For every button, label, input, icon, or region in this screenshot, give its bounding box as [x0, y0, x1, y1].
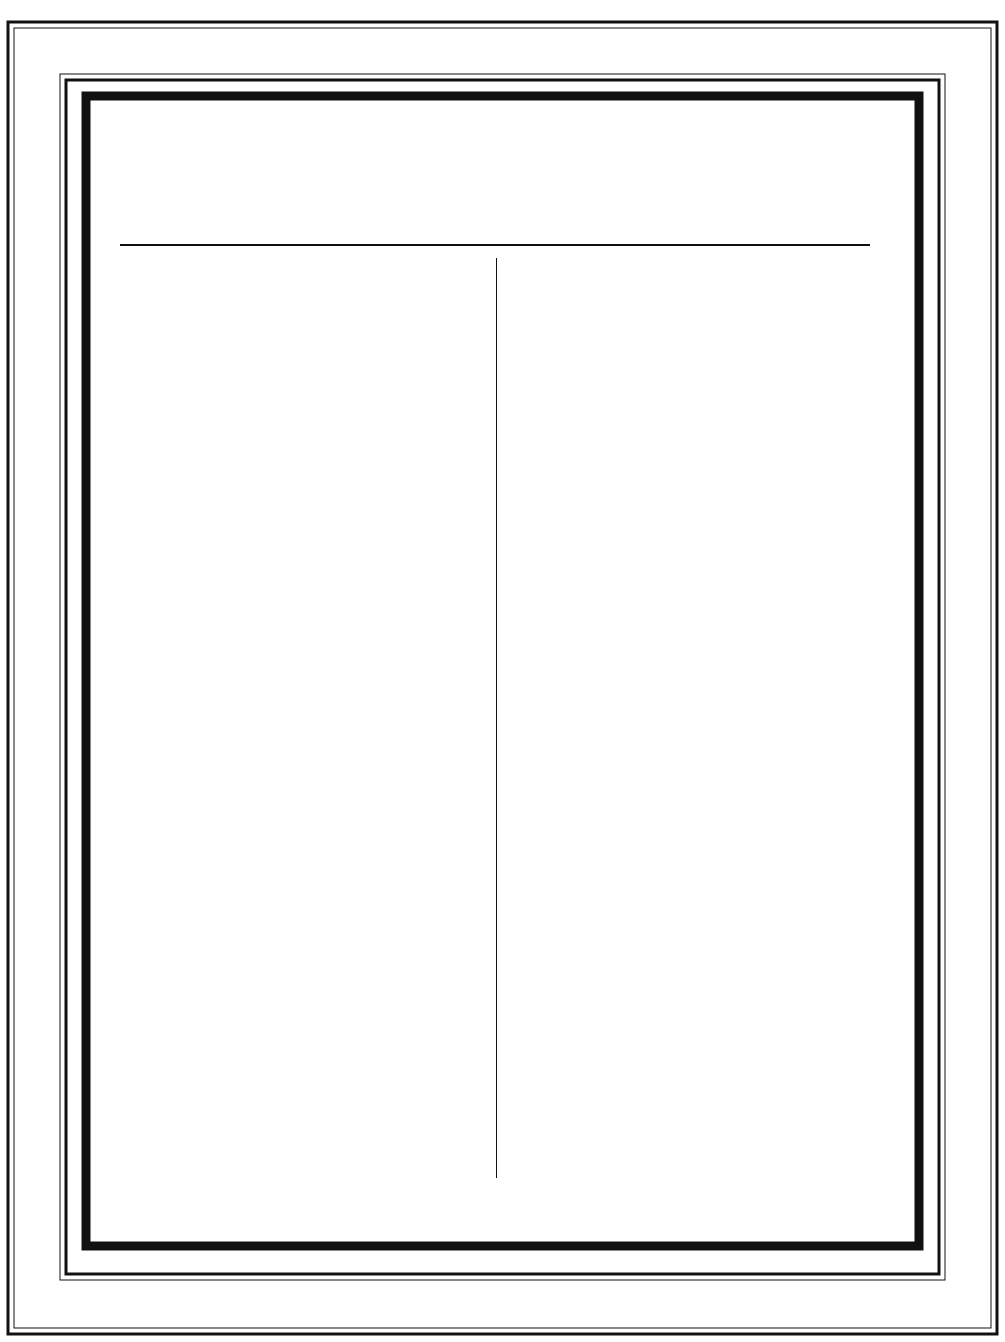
footer: [112, 1194, 872, 1234]
column-divider: [496, 258, 497, 1178]
title-rule: [120, 244, 870, 246]
left-column: [118, 258, 478, 264]
